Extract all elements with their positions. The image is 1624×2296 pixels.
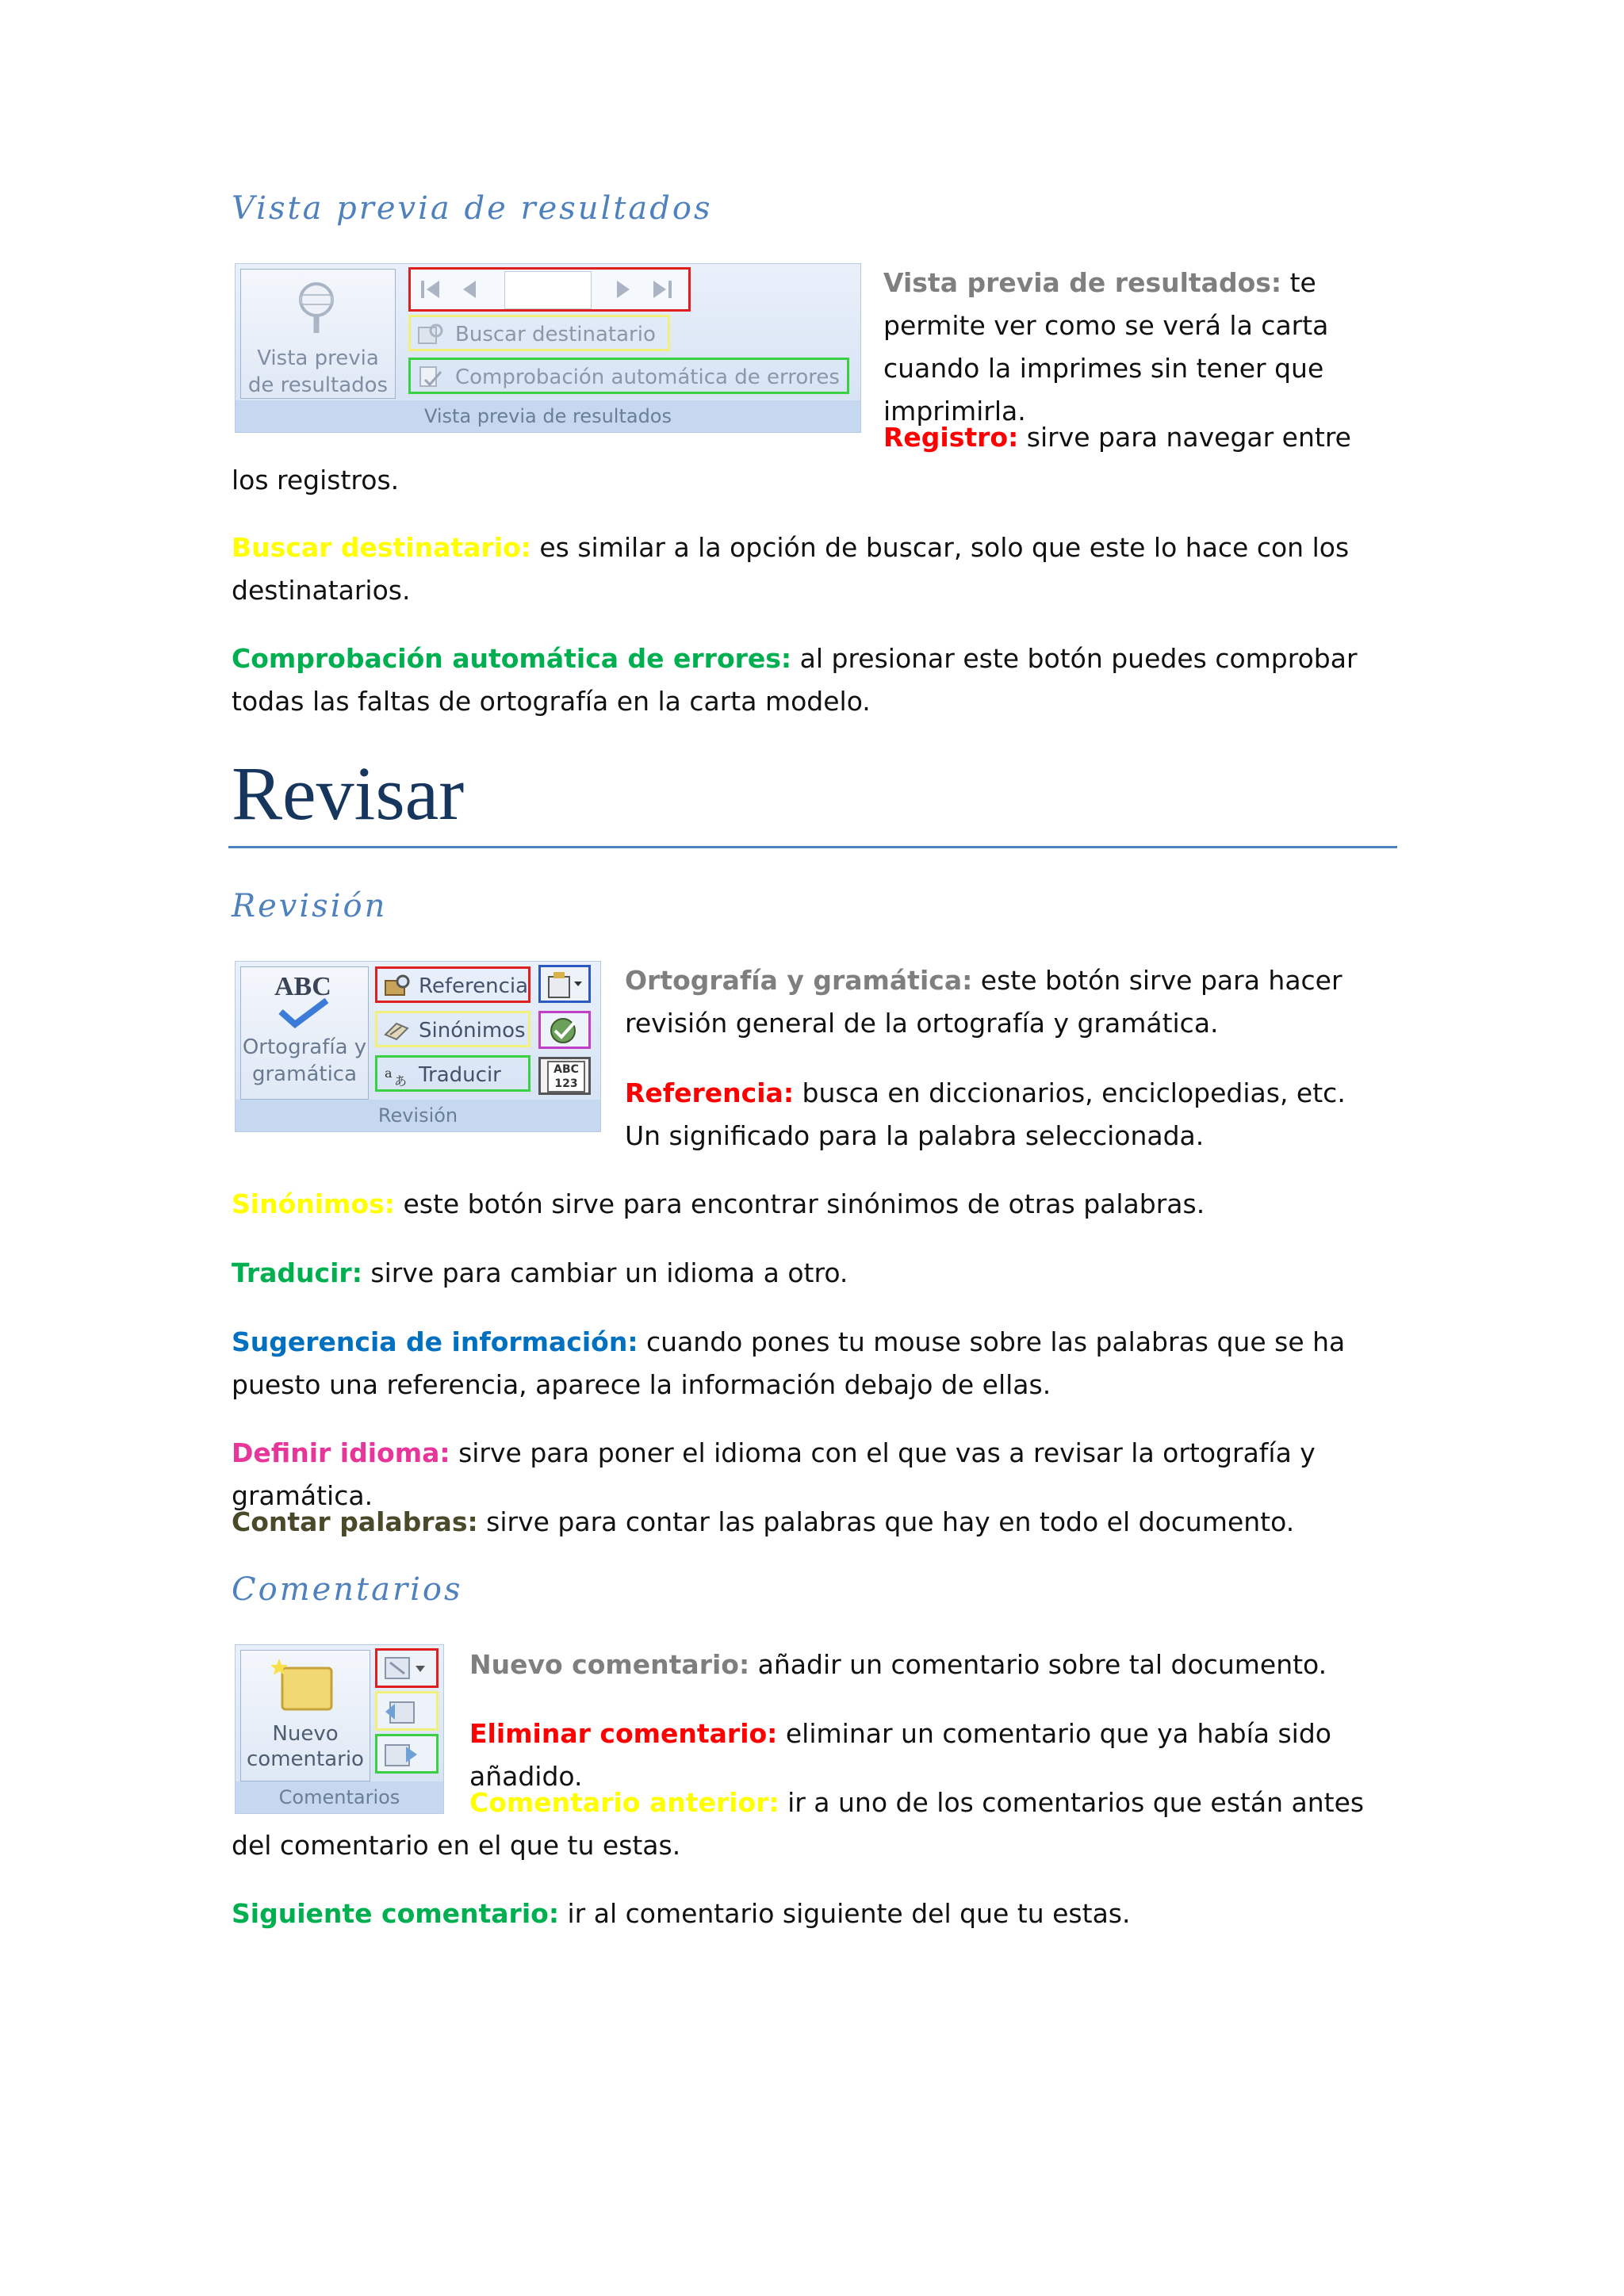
thesaurus-icon bbox=[384, 1019, 411, 1043]
record-number-input[interactable] bbox=[504, 271, 592, 309]
text-comentario-anterior: ir a uno de los comentarios que están antes del comentario en el que tu estas. bbox=[232, 1787, 1365, 1861]
text-buscar-destinatario: es similar a la opción de buscar, solo que este lo hace con los destinatarios. bbox=[232, 532, 1350, 606]
group-label-comentarios: Comentarios bbox=[236, 1781, 443, 1813]
ribbon-revision bbox=[235, 961, 601, 1132]
text-nuevo-comentario: añadir un comentario sobre tal documento. bbox=[749, 1649, 1327, 1680]
previous-comment-icon bbox=[382, 1696, 430, 1728]
paragraph bbox=[232, 1781, 1373, 1867]
new-comment-icon bbox=[271, 1657, 339, 1714]
sinonimos-button[interactable] bbox=[375, 1011, 530, 1047]
text-sugerencia: cuando pones tu mouse sobre las palabras que se ha puesto una referencia, aparece la información debajo de ellas. bbox=[232, 1326, 1346, 1400]
comprobacion-errores-button[interactable] bbox=[408, 358, 849, 394]
language-check-icon bbox=[546, 1015, 584, 1047]
term-eliminar-comentario: Eliminar comentario: bbox=[469, 1718, 778, 1749]
heading-comentarios: Comentarios bbox=[232, 1571, 463, 1608]
referencia-label: Referencia bbox=[419, 974, 529, 998]
last-record-icon bbox=[649, 276, 676, 303]
paragraph bbox=[232, 1501, 1373, 1544]
para-ortografia bbox=[625, 959, 1378, 1045]
text-sinonimos: este botón sirve para encontrar sinónimos de otras palabras. bbox=[394, 1188, 1205, 1219]
translate-icon bbox=[384, 1063, 411, 1087]
siguiente-comentario-button[interactable] bbox=[375, 1734, 439, 1774]
sinonimos-label: Sinónimos bbox=[419, 1019, 526, 1043]
screentip-icon bbox=[546, 969, 584, 1001]
definir-idioma-button[interactable] bbox=[538, 1011, 591, 1049]
paragraph bbox=[232, 1321, 1373, 1406]
paragraph bbox=[625, 1072, 1378, 1158]
abc-check-icon bbox=[241, 967, 368, 1034]
text-contar-palabras: sirve para contar las palabras que hay en todo el documento. bbox=[477, 1506, 1295, 1537]
para-comentario-anterior bbox=[232, 1781, 1373, 1867]
para-comprobacion bbox=[232, 637, 1373, 723]
term-comentario-anterior: Comentario anterior: bbox=[469, 1787, 779, 1818]
check-errors-icon bbox=[417, 365, 444, 389]
text-eliminar-comentario: eliminar un comentario que ya había sido añadido. bbox=[469, 1718, 1331, 1792]
term-contar-palabras: Contar palabras: bbox=[232, 1506, 478, 1537]
nuevo-comentario-label: Nuevo comentario bbox=[247, 1722, 364, 1771]
ribbon-vista-previa bbox=[235, 263, 861, 433]
eliminar-comentario-button[interactable] bbox=[375, 1648, 439, 1688]
paragraph bbox=[625, 959, 1378, 1045]
term-ortografia: Ortografía y gramática: bbox=[625, 965, 973, 996]
group-label-vista-previa: Vista previa de resultados bbox=[236, 400, 860, 432]
comentario-anterior-button[interactable] bbox=[375, 1691, 439, 1731]
contar-palabras-button[interactable] bbox=[538, 1057, 591, 1095]
heading-revision: Revisión bbox=[232, 888, 388, 924]
next-comment-icon bbox=[382, 1739, 430, 1770]
sugerencia-informacion-button[interactable] bbox=[538, 965, 591, 1003]
paragraph bbox=[232, 1183, 1373, 1226]
paragraph bbox=[232, 1252, 1373, 1295]
text-referencia: busca en diccionarios, enciclopedias, etc. Un significado para la palabra seleccionada. bbox=[625, 1077, 1346, 1151]
book-search-icon bbox=[384, 974, 411, 998]
paragraph bbox=[232, 416, 1373, 502]
magnifier-abc-icon bbox=[286, 274, 350, 338]
term-nuevo-comentario: Nuevo comentario: bbox=[469, 1649, 750, 1680]
traducir-button[interactable] bbox=[375, 1055, 530, 1092]
vista-previa-label: Vista previa de resultados bbox=[247, 346, 389, 397]
term-referencia: Referencia: bbox=[625, 1077, 795, 1108]
para-sugerencia bbox=[232, 1321, 1373, 1406]
ortografia-label: Ortografía y gramática bbox=[242, 1035, 367, 1086]
word-count-icon: ABC 123 bbox=[547, 1061, 585, 1093]
text-ortografia: este botón sirve para hacer revisión general de la ortografía y gramática. bbox=[625, 965, 1342, 1039]
heading-vista-previa: Vista previa de resultados bbox=[232, 190, 713, 227]
para-nuevo-comentario bbox=[469, 1644, 1381, 1686]
referencia-button[interactable] bbox=[375, 966, 530, 1003]
vista-previa-button[interactable] bbox=[240, 269, 396, 399]
text-definir-idioma: sirve para poner el idioma con el que vas a revisar la ortografía y gramática. bbox=[232, 1437, 1316, 1511]
ortografia-gramatica-button[interactable] bbox=[240, 966, 369, 1100]
next-record-icon bbox=[609, 276, 636, 303]
term-buscar-destinatario: Buscar destinatario: bbox=[232, 532, 531, 563]
buscar-destinatario-label: Buscar destinatario bbox=[455, 323, 656, 346]
text-registro: sirve para navegar entre los registros. bbox=[232, 422, 1351, 496]
para-registro bbox=[232, 416, 1373, 502]
comprobacion-errores-label: Comprobación automática de errores bbox=[455, 365, 840, 389]
text-siguiente-comentario: ir al comentario siguiente del que tu estas. bbox=[559, 1898, 1131, 1929]
term-sugerencia: Sugerencia de información: bbox=[232, 1326, 638, 1357]
para-traducir bbox=[232, 1252, 1373, 1295]
delete-comment-icon bbox=[382, 1653, 430, 1685]
term-registro: Registro: bbox=[883, 422, 1019, 453]
para-vista-previa bbox=[883, 262, 1375, 433]
term-definir-idioma: Definir idioma: bbox=[232, 1437, 450, 1468]
svg-text:a: a bbox=[385, 1066, 393, 1081]
para-buscar-destinatario bbox=[232, 526, 1373, 612]
paragraph bbox=[232, 526, 1373, 612]
svg-text:あ: あ bbox=[394, 1073, 408, 1087]
text-traducir: sirve para cambiar un idioma a otro. bbox=[362, 1257, 848, 1288]
para-contar-palabras bbox=[232, 1501, 1373, 1544]
abc-text: ABC bbox=[274, 972, 331, 1001]
group-label-revision: Revisión bbox=[236, 1100, 600, 1131]
term-sinonimos: Sinónimos: bbox=[232, 1188, 395, 1219]
title-revisar: Revisar bbox=[232, 751, 465, 836]
text-vista-previa: te permite ver como se verá la carta cuando la imprimes sin tener que imprimirla. bbox=[883, 267, 1329, 427]
term-siguiente-comentario: Siguiente comentario: bbox=[232, 1898, 560, 1929]
term-comprobacion: Comprobación automática de errores: bbox=[232, 643, 792, 674]
title-underline bbox=[228, 846, 1397, 848]
term-traducir: Traducir: bbox=[232, 1257, 362, 1288]
para-siguiente-comentario bbox=[232, 1892, 1373, 1935]
para-sinonimos bbox=[232, 1183, 1373, 1226]
text-comprobacion: al presionar este botón puedes comprobar todas las faltas de ortografía en la carta modelo. bbox=[232, 643, 1358, 717]
previous-record-icon bbox=[457, 276, 484, 303]
paragraph bbox=[883, 262, 1375, 433]
record-navigator[interactable] bbox=[408, 267, 691, 312]
term-vista-previa: Vista previa de resultados: bbox=[883, 267, 1282, 298]
find-recipient-icon bbox=[417, 323, 444, 346]
paragraph bbox=[232, 637, 1373, 723]
buscar-destinatario-button[interactable] bbox=[408, 315, 670, 351]
para-referencia bbox=[625, 1072, 1378, 1158]
first-record-icon bbox=[417, 276, 444, 303]
paragraph bbox=[232, 1892, 1373, 1935]
nuevo-comentario-button[interactable] bbox=[240, 1650, 370, 1781]
traducir-label: Traducir bbox=[419, 1063, 501, 1087]
paragraph bbox=[469, 1644, 1381, 1686]
